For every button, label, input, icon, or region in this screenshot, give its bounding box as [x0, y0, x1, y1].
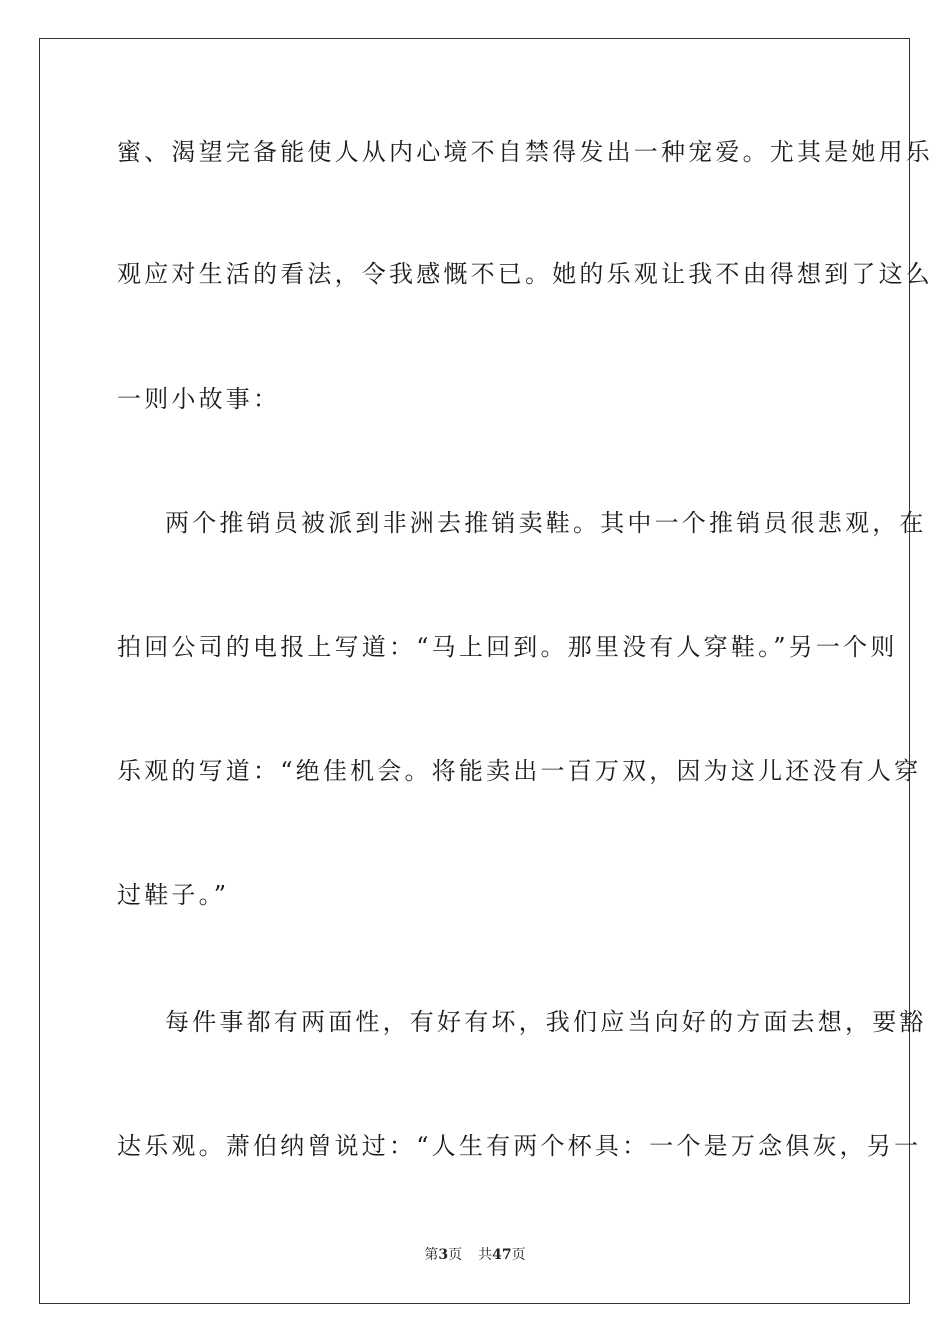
text-line-5: 拍回公司的电报上写道：“马上回到。那里没有人穿鞋。”另一个则: [117, 633, 898, 661]
text-line-7: 过鞋子。”: [117, 881, 230, 909]
text-line-9: 达乐观。萧伯纳曾说过：“人生有两个杯具：一个是万念俱灰，另一: [117, 1132, 922, 1160]
paragraph-start-line-4: 两个推销员被派到非洲去推销卖鞋。其中一个推销员很悲观，在: [165, 509, 927, 537]
page-number: 3: [438, 1247, 449, 1263]
text-line-3: 一则小故事：: [117, 385, 281, 413]
page-footer: [0, 1246, 950, 1264]
total-pages: 47: [492, 1247, 512, 1263]
text-line-2: 观应对生活的看法，令我感慨不已。她的乐观让我不由得想到了这么: [117, 260, 933, 288]
text-line-6: 乐观的写道：“绝佳机会。将能卖出一百万双，因为这儿还没有人穿: [117, 757, 922, 785]
total-prefix: 共: [478, 1247, 493, 1263]
text-line-1: 蜜、渴望完备能使人从内心境不自禁得发出一种宠爱。尤其是她用乐: [117, 138, 933, 166]
paragraph-start-line-8: 每件事都有两面性，有好有坏，我们应当向好的方面去想，要豁: [165, 1008, 927, 1036]
page-suffix: 页: [448, 1247, 463, 1263]
page-prefix: 第: [424, 1247, 439, 1263]
page-border: [39, 38, 933, 1304]
total-suffix: 页: [511, 1247, 526, 1263]
